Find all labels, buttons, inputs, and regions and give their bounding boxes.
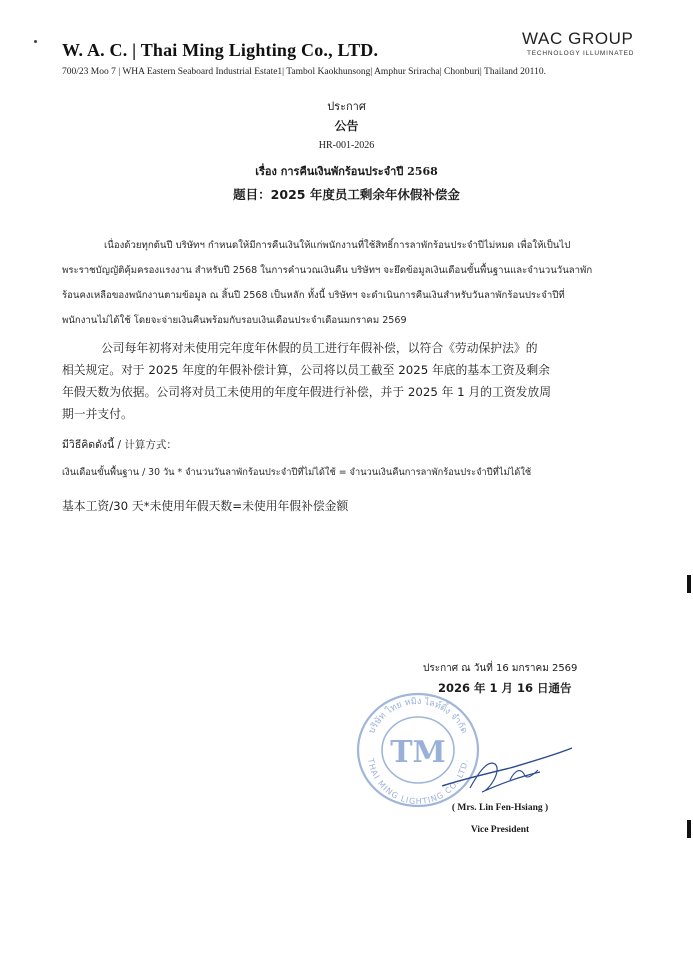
company-name: W. A. C. | Thai Ming Lighting Co., LTD. xyxy=(62,40,379,60)
wac-group-logo: WAC GROUP xyxy=(522,29,634,48)
th-paragraph-line-4: พนักงานไม่ได้ใช้ โดยจะจ่ายเงินคืนพร้อมกับรอบเงินเดือนประจำเดือนมกราคม 2569 xyxy=(62,315,407,326)
scan-edge-mark xyxy=(687,820,691,838)
formula-th: เงินเดือนขั้นพื้นฐาน / 30 วัน * จำนวนวันลาพักร้อนประจำปีที่ไม่ได้ใช้ = จำนวนเงินคืนการลาพักร้อนประจำปีที่ไม่ได้ใช้ xyxy=(62,467,532,478)
cn-paragraph-line-4: 期一并支付。 xyxy=(62,407,133,421)
stamp-ring-bottom-text: THAI MING LIGHTING CO.,LTD. xyxy=(366,757,470,807)
announcement-title-cn: 公告 xyxy=(334,119,359,133)
announcement-date-cn: 2026 年 1 月 16 日通告 xyxy=(438,681,572,695)
subject-th: เรื่อง การคืนเงินพักร้อนประจำปี 2568 xyxy=(255,165,438,178)
signer-name: ( Mrs. Lin Fen-Hsiang ) xyxy=(451,803,549,813)
announcement-date-th: ประกาศ ณ วันที่ 16 มกราคม 2569 xyxy=(423,663,578,674)
cn-paragraph-line-1: 公司每年初将对未使用完年度年休假的员工进行年假补偿，以符合《劳动保护法》的 xyxy=(101,341,538,355)
th-paragraph-line-3: ร้อนคงเหลือของพนักงานตามข้อมูล ณ สิ้นปี 2568 เป็นหลัก ทั้งนี้ บริษัทฯ จะดำเนินการคืนเงินสำหรับวันลาพักร้อนประจำปีที่ xyxy=(62,290,565,301)
scan-speck xyxy=(34,40,37,43)
company-address: 700/23 Moo 7 | WHA Eastern Seaboard Industrial Estate1| Tambol Kaokhunsong| Amphur Sriracha| Chonburi| Thailand 20110. xyxy=(62,67,546,77)
announcement-title-th: ประกาศ xyxy=(327,100,366,113)
scan-edge-mark xyxy=(687,575,691,593)
formula-cn: 基本工资/30 天*未使用年假天数=未使用年假补偿金额 xyxy=(62,499,349,513)
svg-text:บริษัท ไทย หมิง ไลท์ติ้ง จำกัด xyxy=(367,696,469,736)
th-paragraph-line-1: เนื่องด้วยทุกต้นปี บริษัทฯ กำหนดให้มีการคืนเงินให้แก่พนักงานที่ใช้สิทธิ์การลาพักร้อนประจำปีไม่หมด เพื่อให้เป็นไป xyxy=(104,240,571,251)
cn-paragraph-line-2: 相关规定。对于 2025 年度的年假补偿计算，公司将以员工截至 2025 年底的基本工资及剩余 xyxy=(62,363,550,377)
cn-paragraph-line-3: 年假天数为依据。公司将对员工未使用的年度年假进行补偿，并于 2025 年 1 月的工资发放周 xyxy=(62,385,552,399)
reference-number: HR-001-2026 xyxy=(318,140,375,151)
subject-cn: 题目：2025 年度员工剩余年休假补偿金 xyxy=(233,187,460,202)
signer-title: Vice President xyxy=(470,825,530,835)
th-paragraph-line-2: พระราชบัญญัติคุ้มครองแรงงาน สำหรับปี 2568 ในการคำนวณเงินคืน บริษัทฯ จะยึดข้อมูลเงินเดือนขั้นพื้นฐานและจำนวนวันลาพัก xyxy=(62,265,593,276)
handwritten-signature xyxy=(440,740,575,800)
stamp-ring-top-text: บริษัท ไทย หมิง ไลท์ติ้ง จำกัด xyxy=(367,696,469,736)
calculation-method-label: มีวิธีคิดดังนี้ / 计算方式： xyxy=(62,439,177,451)
wac-group-tagline: TECHNOLOGY ILLUMINATED xyxy=(527,50,635,57)
stamp-center-text: TM xyxy=(390,735,446,770)
